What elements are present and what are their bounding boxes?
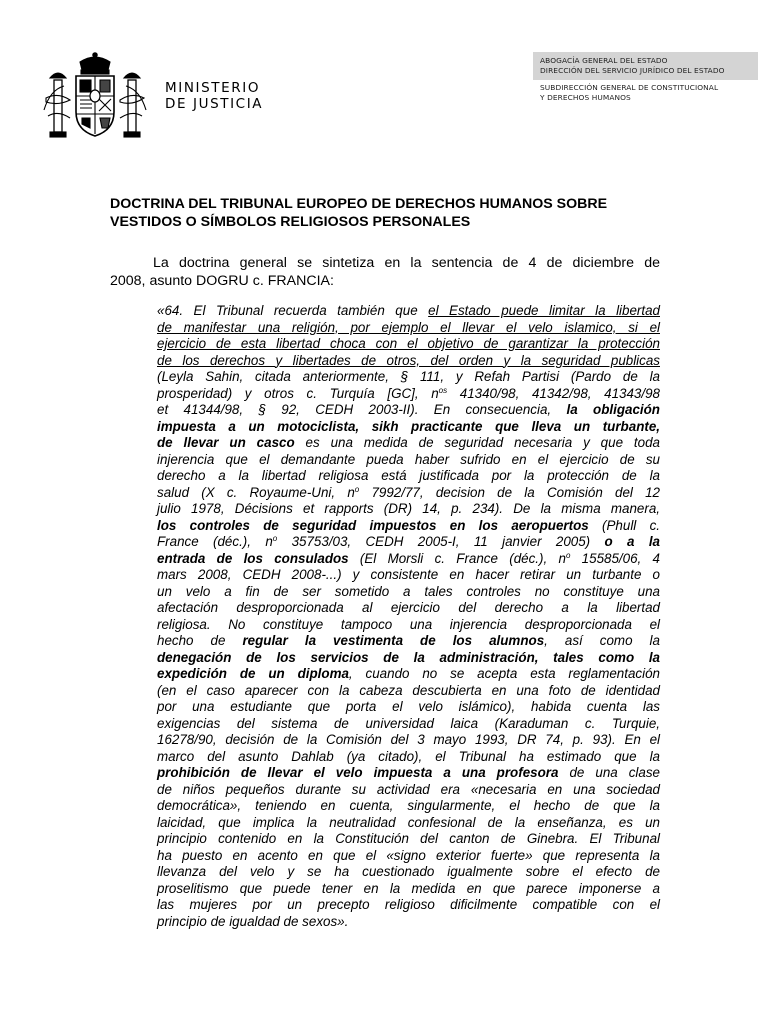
quote-line xyxy=(157,369,660,386)
quote-text-segment: de manifestar una religión, por ejemplo el llevar el velo islamico, si el xyxy=(157,319,660,335)
quote-line xyxy=(157,864,660,881)
subagency-line-1: SUBDIRECCIÓN GENERAL DE CONSTITUCIONAL xyxy=(540,83,719,92)
quote-line xyxy=(157,518,660,535)
quote-text-segment: «64. El Tribunal recuerda también que xyxy=(157,303,429,318)
quote-line xyxy=(157,600,660,617)
ministry-line-2: DE JUSTICIA xyxy=(165,96,264,112)
intro-paragraph xyxy=(110,254,660,290)
quote-text-segment: impuesta a un motociclista, sikh practicante que lleva un turbante, xyxy=(157,418,660,434)
quote-text-segment: (Leyla Sahin, citada anteriormente, § 111, y Refah Partisi (Pardo de la xyxy=(157,369,660,384)
quote-line xyxy=(157,551,660,568)
quote-text-segment: democrática», teniendo en cuenta, singularmente, el hecho de que la xyxy=(157,798,660,813)
quote-line xyxy=(157,749,660,766)
quote-text-segment: derecho a la libertad religiosa está justificada por la protección de la xyxy=(157,468,660,483)
quote-text-segment: o xyxy=(272,534,278,543)
quote-text-segment: mars 2008, CEDH 2008-...) y consistente en hacer retirar un turbante o xyxy=(157,567,660,582)
quote-text-segment: os xyxy=(438,385,448,395)
quote-text-segment: los controles de seguridad impuestos en los aeropuertos xyxy=(157,517,589,533)
quote-text-segment: (El Morsli c. France (déc.), n xyxy=(348,550,566,566)
quote-line xyxy=(157,534,660,551)
quote-line xyxy=(157,732,660,749)
quote-text-segment: exigencias del sistema de universidad laica (Karaduman c. Turquie, xyxy=(157,715,660,731)
quote-line xyxy=(157,782,660,799)
quote-line xyxy=(157,897,660,914)
quote-text-segment: ha puesto en acento en que el «signo exterior fuerte» que representa la xyxy=(157,847,660,863)
quote-line xyxy=(157,881,660,898)
quote-text-segment: afectación desproporcionada al ejercicio del derecho a la libertad xyxy=(157,600,660,615)
quote-text-segment: o a la xyxy=(604,534,660,549)
quote-line xyxy=(157,336,660,353)
quote-line xyxy=(157,765,660,782)
quote-text-segment: de llevar un casco xyxy=(157,435,295,450)
quote-text-segment: de una clase xyxy=(558,765,660,780)
ministry-name xyxy=(165,80,263,112)
quote-line xyxy=(157,468,660,485)
quote-line xyxy=(157,386,660,403)
quote-text-segment: o xyxy=(354,484,360,494)
quote-text-segment: et 41344/98, § 92, CEDH 2003-II). En consecuencia, xyxy=(157,402,567,417)
subagency-name xyxy=(540,83,718,103)
quote-text-segment: es una medida de seguridad necesaria y que toda xyxy=(294,435,660,450)
quote-line xyxy=(157,798,660,815)
quote-text-segment: ejercicio de esta libertad choca con el objetivo de garantizar la protección xyxy=(157,336,660,351)
quote-text-segment: un velo a fin de ser sometido a tales controles no constituye una xyxy=(157,583,660,599)
quote-text-segment: , cuando no se acepta esta reglamentación xyxy=(348,666,660,681)
quote-text-segment: o xyxy=(565,550,571,560)
agency-line-2: DIRECCIÓN DEL SERVICIO JURÍDICO DEL ESTADO xyxy=(540,66,725,75)
quote-text-segment: marco del asunto Dahlab (ya citado), el Tribunal ha estimado que la xyxy=(157,748,660,764)
quote-text-segment: France (déc.), n xyxy=(157,534,273,549)
quote-line xyxy=(157,501,660,518)
quote-text-segment: religiosa. No constituye tampoco una injerencia desproporcionada el xyxy=(157,616,660,632)
quote-line xyxy=(157,402,660,419)
quote-text-segment: el Estado puede limitar la libertad xyxy=(428,303,660,318)
quote-text-segment: 7992/77, decision de la Comisión del 12 xyxy=(359,484,660,500)
intro-line-1: La doctrina general se sintetiza en la sentencia de 4 de diciembre de xyxy=(153,255,660,271)
quote-text-segment: (en el caso aparecer con la cabeza descubierta en una foto de identidad xyxy=(157,682,660,698)
quote-text-segment: , así como la xyxy=(544,633,660,648)
quote-text-segment: denegación de los servicios de la administración, tales como la xyxy=(157,649,660,665)
quote-line xyxy=(157,683,660,700)
quote-text-segment: la obligación xyxy=(566,402,660,417)
quote-line xyxy=(157,452,660,469)
quote-line xyxy=(157,485,660,502)
quote-text-segment: julio 1978, Décisions et rapports (DR) 14, p. 234). De la misma manera, xyxy=(157,501,660,516)
quote-line xyxy=(157,633,660,650)
quote-line xyxy=(157,699,660,716)
ministry-line-1: MINISTERIO xyxy=(165,80,261,96)
quote-text-segment: entrada de los consulados xyxy=(157,550,349,566)
quote-line xyxy=(157,567,660,584)
quote-line xyxy=(157,353,660,370)
quote-text-segment: 16278/90, decisión de la Comisión del 3 mayo 1993, DR 74, p. 93). En el xyxy=(157,732,660,747)
quote-text-segment: hecho de xyxy=(157,633,243,648)
quote-line xyxy=(157,617,660,634)
quote-text-segment: 35753/03, CEDH 2005-I, 11 janvier 2005) xyxy=(277,534,605,549)
quote-text-segment: salud (X c. Royaume-Uni, n xyxy=(157,484,355,500)
quote-text-segment: proselitismo que puede tener en la medida en que parece imponerse a xyxy=(157,880,660,896)
quote-line xyxy=(157,584,660,601)
quote-text-segment: (Phull c. xyxy=(588,517,661,533)
quote-line xyxy=(157,831,660,848)
intro-line-2: 2008, asunto DOGRU c. FRANCIA: xyxy=(110,273,334,289)
quote-text-segment: de los derechos y libertades de otros, del orden y la seguridad publicas xyxy=(157,352,660,368)
agency-line-1: ABOGACÍA GENERAL DEL ESTADO xyxy=(540,56,668,65)
quote-text-segment: de niños pequeños durante su actividad era «necesaria en una sociedad xyxy=(157,781,660,797)
title-line-1: DOCTRINA DEL TRIBUNAL EUROPEO DE DERECHOS HUMANOS SOBRE xyxy=(110,196,608,212)
document-title xyxy=(110,195,670,231)
agency-name xyxy=(540,56,725,76)
quote-text-segment: 41340/98, 41342/98, 41343/98 xyxy=(447,385,660,401)
quote-text-segment: las mujeres por un precepto religioso dificilmente compatible con el xyxy=(157,897,660,912)
judgment-quote xyxy=(157,303,660,930)
quote-text-segment: laicidad, que implica la neutralidad confesional de la enseñanza, es un xyxy=(157,814,660,830)
quote-line xyxy=(157,419,660,436)
coat-of-arms-icon xyxy=(40,50,150,148)
quote-line xyxy=(157,716,660,733)
quote-line xyxy=(157,650,660,667)
quote-text-segment: principio de igualdad de sexos». xyxy=(157,913,349,929)
quote-line xyxy=(157,815,660,832)
quote-text-segment: por una estudiante que porta el velo islámico), habida cuenta las xyxy=(157,699,660,714)
quote-line xyxy=(157,914,660,931)
quote-line xyxy=(157,848,660,865)
quote-line xyxy=(157,303,660,320)
quote-text-segment: 15585/06, 4 xyxy=(570,550,660,566)
title-line-2: VESTIDOS O SÍMBOLOS RELIGIOSOS PERSONALES xyxy=(110,214,471,230)
quote-text-segment: prosperidad) y otros c. Turquía [GC], n xyxy=(157,385,439,401)
subagency-line-2: Y DERECHOS HUMANOS xyxy=(540,93,631,102)
quote-text-segment: prohibición de llevar el velo impuesta a una profesora xyxy=(157,765,559,780)
quote-text-segment: principio contenido en la Constitución del canton de Ginebra. El Tribunal xyxy=(157,831,660,846)
quote-text-segment: regular la vestimenta de los alumnos xyxy=(242,633,545,648)
quote-text-segment: llevanza del velo y se ha cuestionado igualmente sobre el efecto de xyxy=(157,864,660,879)
quote-text-segment: expedición de un diploma xyxy=(157,666,349,681)
quote-line xyxy=(157,666,660,683)
quote-line xyxy=(157,435,660,452)
quote-text-segment: injerencia que el demandante pueda haber sufrido en el ejercicio de su xyxy=(157,451,660,467)
quote-line xyxy=(157,320,660,337)
